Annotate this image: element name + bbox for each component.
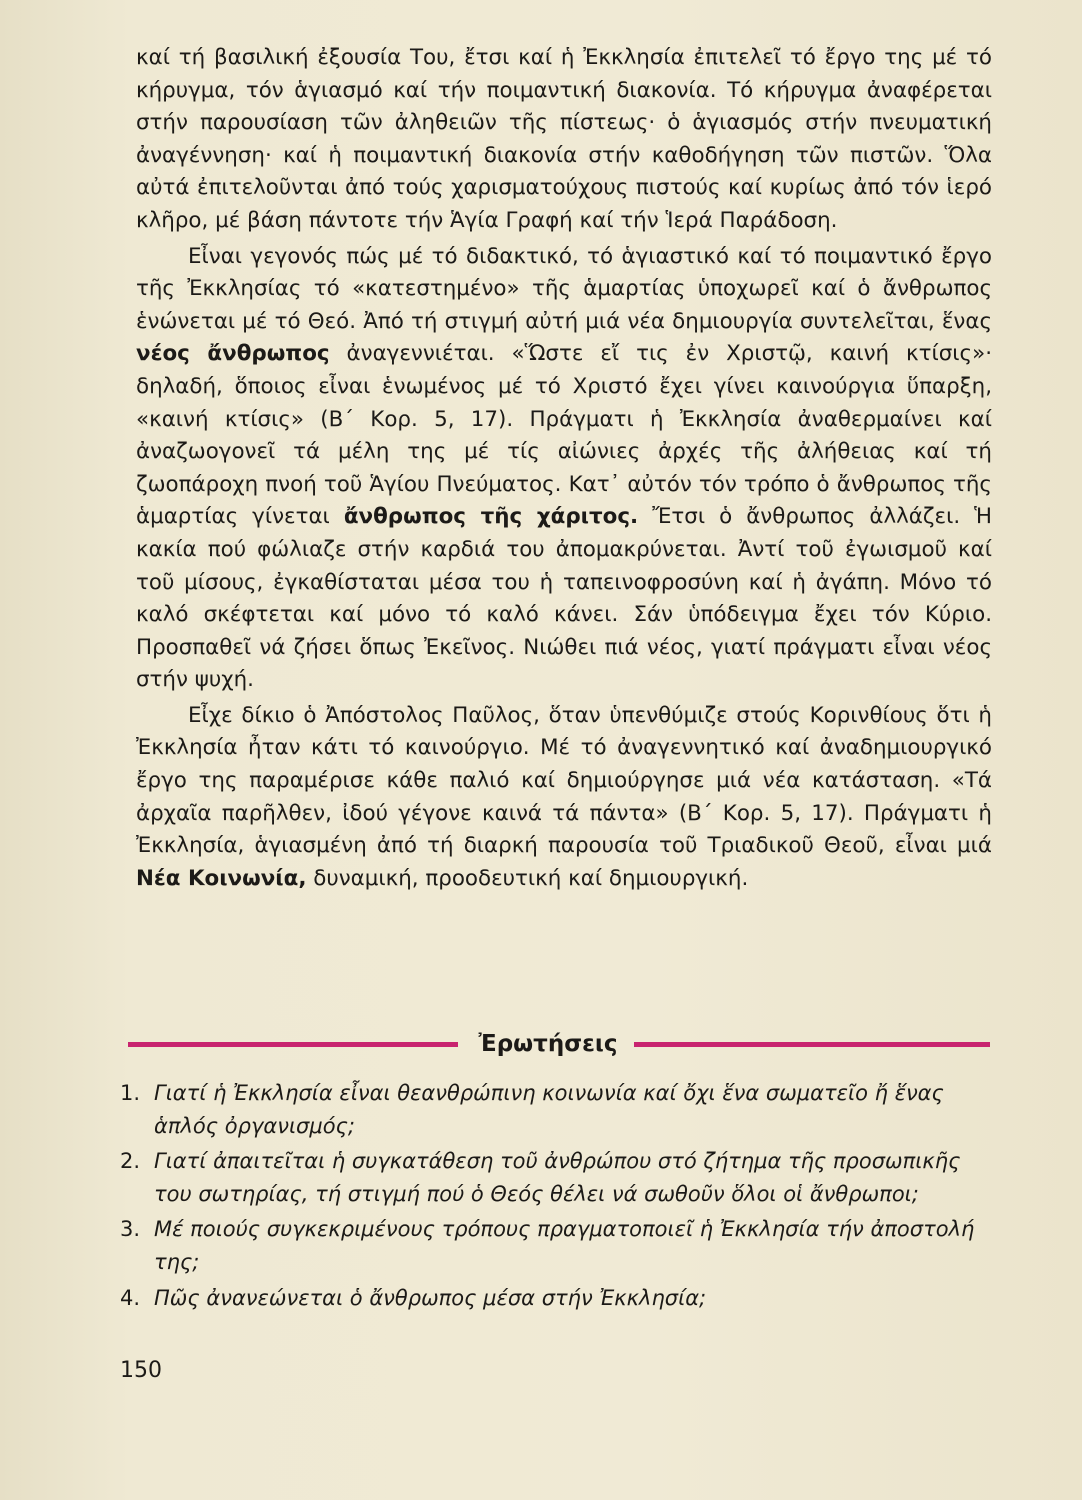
- text-run: Εἶχε δίκιο ὁ Ἀπόστολος Παῦλος, ὅταν ὑπενθύμιζε στούς Κορινθίους ὅτι ἡ Ἐκκλησία ἦταν κάτι τό καινούργιο. Μέ τό ἀναγεννητικό καί ἀναδημιουργικό ἔργο της παραμέρισε κάθε παλιό καί δημιούργησε μιά νέα κατάσταση. «Τά ἀρχαῖα παρῆλθεν, ἰδού γέγονε καινά τά πάντα» (Β΄ Κορ. 5, 17). Πράγματι ἡ Ἐκκλησία, ἁγιασμένη ἀπό τή διαρκή παρουσία τοῦ Τριαδικοῦ Θεοῦ, εἶναι μιά: [136, 702, 992, 859]
- paragraph-1: [136, 42, 992, 238]
- questions-header: [128, 1024, 990, 1064]
- question-number: 2.: [120, 1149, 141, 1174]
- text-run: Εἶναι γεγονός πώς μέ τό διδακτικό, τό ἁγιαστικό καί τό ποιμαντικό ἔργο τῆς Ἐκκλησίας τό «κατεστημένο» τῆς ἁμαρτίας ὑποχωρεῖ καί ὁ ἄνθρωπος ἑνώνεται μέ τό Θεό. Ἀπό τή στιγμή αὐτή μιά νέα δημιουργία συντελεῖται, ἕνας: [136, 243, 992, 334]
- paragraph-3: [136, 700, 992, 896]
- question-text: Γιατί ἀπαιτεῖται ἡ συγκατάθεση τοῦ ἀνθρώπου στό ζήτημα τῆς προσωπικῆς του σωτηρίας, τή στιγμή πού ὁ Θεός θέλει νά σωθοῦν ὅλοι οἱ ἄνθρωποι;: [154, 1149, 961, 1206]
- question-item: [120, 1145, 990, 1210]
- question-item: [120, 1213, 990, 1278]
- bold-term-man-of-grace: ἄνθρωπος τῆς χάριτος.: [343, 504, 639, 530]
- text-run: ἀναγεννιέται. «Ὥστε εἴ τις ἐν Χριστῷ, καινή κτίσις»· δηλαδή, ὅποιος εἶναι ἑνωμένος μέ τό Χριστό ἔχει γίνει καινούργια ὕπαρξη, «καινή κτίσις» (Β΄ Κορ. 5, 17). Πράγματι ἡ Ἐκκλησία ἀναθερμαίνει καί ἀναζωογονεῖ τά μέλη της μέ τίς αἰώνιες ἀρχές τῆς ἀλήθειας καί τή ζωοπάροχη πνοή τοῦ Ἁγίου Πνεύματος. Κατ᾽ αὐτόν τόν τρόπο ὁ ἄνθρωπος τῆς ἁμαρτίας γίνεται: [136, 341, 992, 530]
- question-number: 1.: [120, 1081, 141, 1105]
- question-text: Πῶς ἀνανεώνεται ὁ ἄνθρωπος μέσα στήν Ἐκκλησία;: [154, 1285, 707, 1310]
- text-run: δυναμική, προοδευτική καί δημιουργική.: [306, 865, 749, 891]
- body-text: [136, 42, 992, 895]
- question-text: Μέ ποιούς συγκεκριμένους τρόπους πραγματοποιεῖ ἡ Ἐκκλησία τήν ἀποστολή της;: [154, 1217, 975, 1274]
- question-item: [120, 1077, 990, 1142]
- question-number: 3.: [120, 1217, 141, 1242]
- question-number: 4.: [120, 1285, 141, 1310]
- questions-list: [120, 1077, 990, 1317]
- paragraph-2: [136, 241, 992, 697]
- header-rule-right: [634, 1042, 990, 1047]
- question-text: Γιατί ἡ Ἐκκλησία εἶναι θεανθρώπινη κοινωνία καί ὄχι ἕνα σωματεῖο ἤ ἕνας ἁπλός ὀργανισμός;: [154, 1081, 944, 1138]
- bold-term-new-man: νέος ἄνθρωπος: [136, 341, 330, 367]
- text-run: Ἔτσι ὁ ἄνθρωπος ἀλλάζει. Ἡ κακία πού φώλιαζε στήν καρδιά του ἀπομακρύνεται. Ἀντί τοῦ ἐγωισμοῦ καί τοῦ μίσους, ἐγκαθίσταται μέσα του ἡ ταπεινοφροσύνη καί ἡ ἀγάπη. Μόνο τό καλό σκέφτεται καί μόνο τό καλό κάνει. Σάν ὑπόδειγμα ἔχει τόν Κύριο. Προσπαθεῖ νά ζήσει ὅπως Ἐκεῖνος. Νιώθει πιά νέος, γιατί πράγματι εἶναι νέος στήν ψυχή.: [136, 504, 993, 693]
- text-run: καί τή βασιλική ἐξουσία Του, ἔτσι καί ἡ Ἐκκλησία ἐπιτελεῖ τό ἔργο της μέ τό κήρυγμα, τόν ἁγιασμό καί τήν ποιμαντική διακονία. Τό κήρυγμα ἀναφέρεται στήν παρουσίαση τῶν ἀληθειῶν τῆς πίστεως· ὁ ἁγιασμός στήν πνευματική ἀναγέννηση· καί ἡ ποιμαντική διακονία στήν καθοδήγηση τῶν πιστῶν. Ὅλα αὐτά ἐπιτελοῦνται ἀπό τούς χαρισματούχους πιστούς καί κυρίως ἀπό τόν ἱερό κλῆρο, μέ βάση πάντοτε τήν Ἁγία Γραφή καί τήν Ἱερά Παράδοση.: [136, 45, 992, 233]
- bold-term-new-society: Νέα Κοινωνία,: [136, 865, 307, 891]
- question-item: [120, 1282, 990, 1315]
- header-rule-left: [128, 1042, 458, 1047]
- questions-title: Ἐρωτήσεις: [478, 1031, 618, 1057]
- page-number: 150: [120, 1358, 162, 1383]
